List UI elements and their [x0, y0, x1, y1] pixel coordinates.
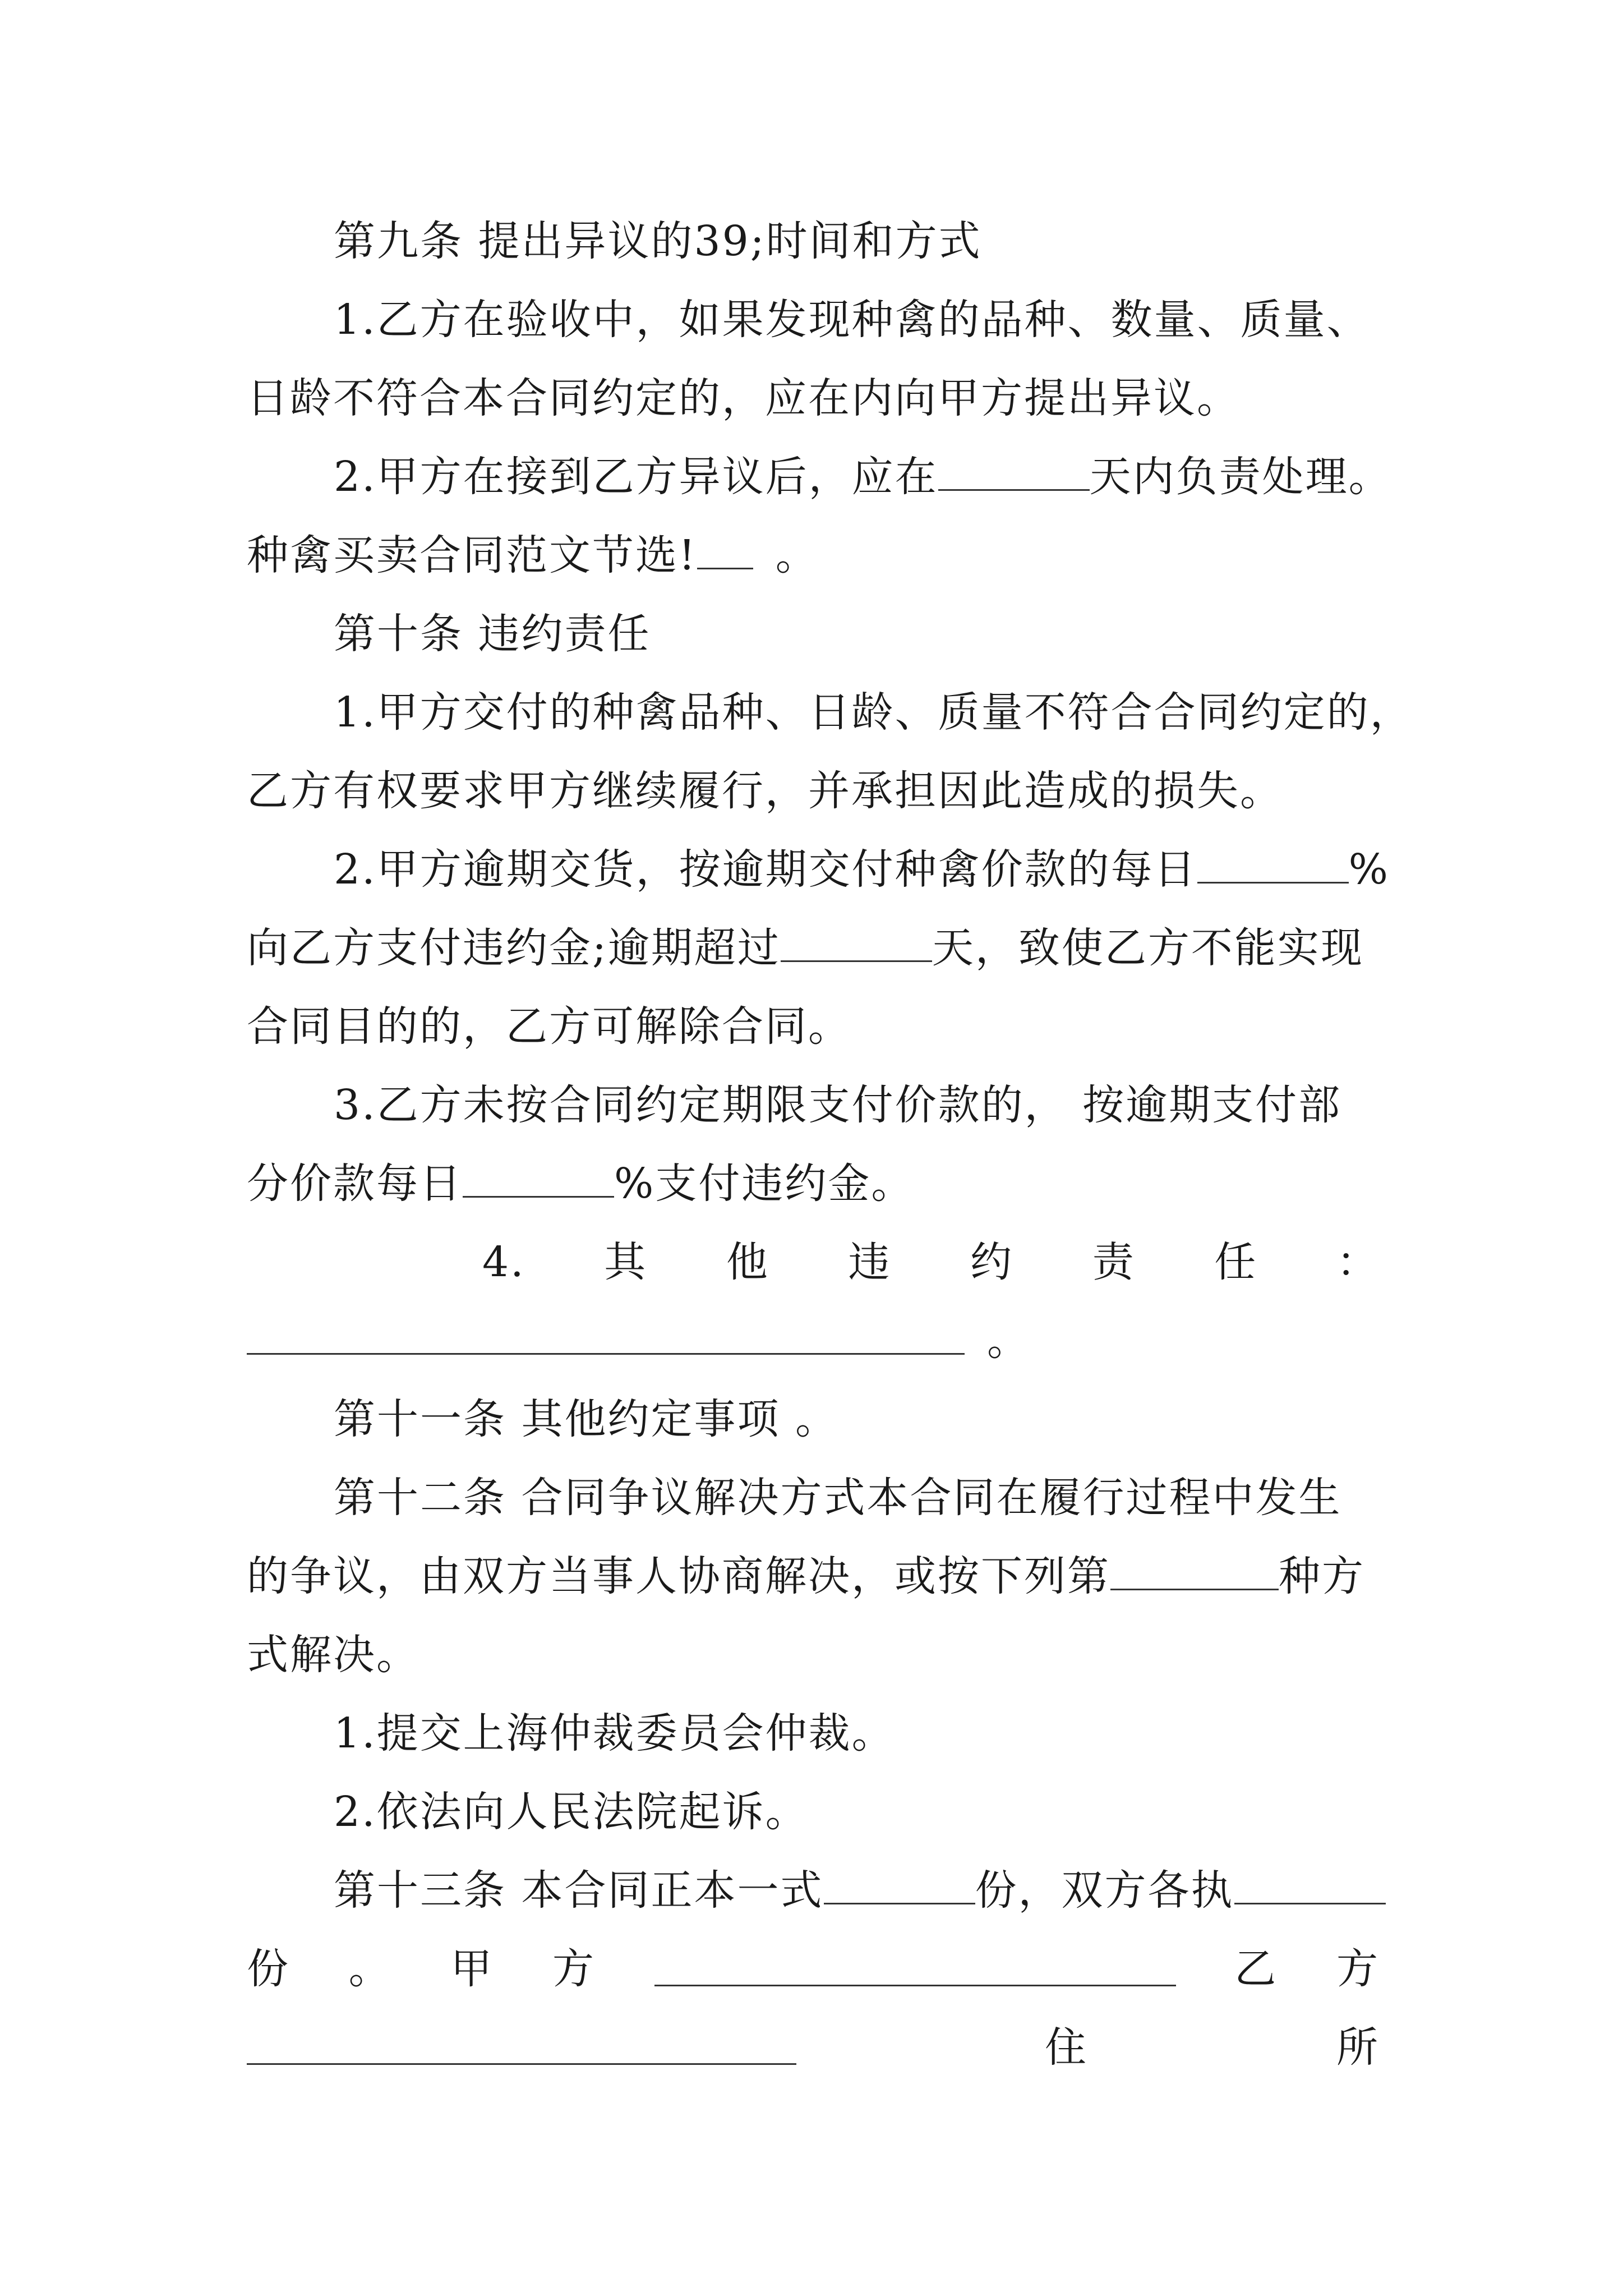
- article-9-item-1: 1.乙方在验收中，如果发现种禽的品种、数量、质量、: [334, 296, 1370, 344]
- article-10-item-4-cont: 。: [247, 1301, 1380, 1380]
- article-11-title: 第十一条 其他约定事项 。: [334, 1395, 839, 1443]
- article-10-item-1: 1.甲方交付的种禽品种、日龄、质量不符合合同约定的，: [334, 688, 1413, 737]
- article-12-option-2: 2.依法向人民法院起诉。: [334, 1788, 809, 1836]
- blank-overdue-days-field[interactable]: [781, 928, 932, 962]
- blank-other-liability-field[interactable]: [247, 1320, 965, 1355]
- blank-days-field[interactable]: [938, 457, 1090, 491]
- article-12-line-3: 式解决。: [247, 1631, 419, 1679]
- article-9-item-2-cont: 种禽买卖合同范文节选! 。: [247, 531, 819, 579]
- blank-short-field[interactable]: [697, 535, 753, 569]
- article-12-line-1: 第十二条 合同争议解决方式本合同在履行过程中发生: [334, 1474, 1342, 1522]
- article-12-option-1: 1.提交上海仲裁委员会仲裁。: [334, 1709, 895, 1757]
- article-10-item-2-cont: 向乙方支付违约金;逾期超过 天，致使乙方不能实现: [247, 924, 1364, 972]
- article-10-item-3: 3.乙方未按合同约定期限支付价款的， 按逾期支付部: [334, 1081, 1342, 1129]
- address-label: 住: [1045, 2023, 1088, 2072]
- blank-method-number-field[interactable]: [1110, 1556, 1279, 1590]
- article-10-item-2-cont2: 合同目的的，乙方可解除合同。: [247, 1002, 851, 1051]
- article-10-item-2: 2.甲方逾期交货，按逾期交付种禽价款的每日 %: [334, 845, 1390, 894]
- blank-payment-percent-field[interactable]: [463, 1163, 614, 1198]
- article-10-item-4: 4. 其 他 违 约 责 任 ：: [482, 1238, 1380, 1286]
- article-10-title: 第十条 违约责任: [334, 610, 651, 658]
- blank-percent-field[interactable]: [1197, 849, 1349, 884]
- party-a-field[interactable]: [654, 1952, 1176, 1986]
- article-9-title: 第九条 提出异议的39;时间和方式: [334, 217, 982, 265]
- party-b-label: 乙: [1234, 1945, 1278, 1993]
- blank-each-holds-field[interactable]: [1234, 1870, 1386, 1904]
- article-9-item-2: 2.甲方在接到乙方异议后，应在 天内负责处理。: [334, 453, 1392, 501]
- party-a-label: 甲: [450, 1945, 494, 1993]
- article-10-item-3-cont: 分价款每日 %支付违约金。: [247, 1159, 915, 1208]
- blank-copies-field[interactable]: [824, 1870, 975, 1904]
- article-10-item-1-cont: 乙方有权要求甲方继续履行，并承担因此造成的损失。: [247, 767, 1283, 815]
- article-9-item-1-cont: 日龄不符合本合同约定的，应在内向甲方提出异议。: [247, 374, 1240, 422]
- article-13-line-1: 第十三条 本合同正本一式 份，双方各执: [247, 1851, 1380, 1930]
- article-12-line-2: 的争议，由双方当事人协商解决，或按下列第 种方: [247, 1552, 1365, 1600]
- party-b-field[interactable]: [247, 2031, 796, 2065]
- article-13-line-2: 份 。 甲 方 乙 方: [247, 1930, 1380, 2008]
- article-13-line-3: 住 所: [247, 2008, 1380, 2087]
